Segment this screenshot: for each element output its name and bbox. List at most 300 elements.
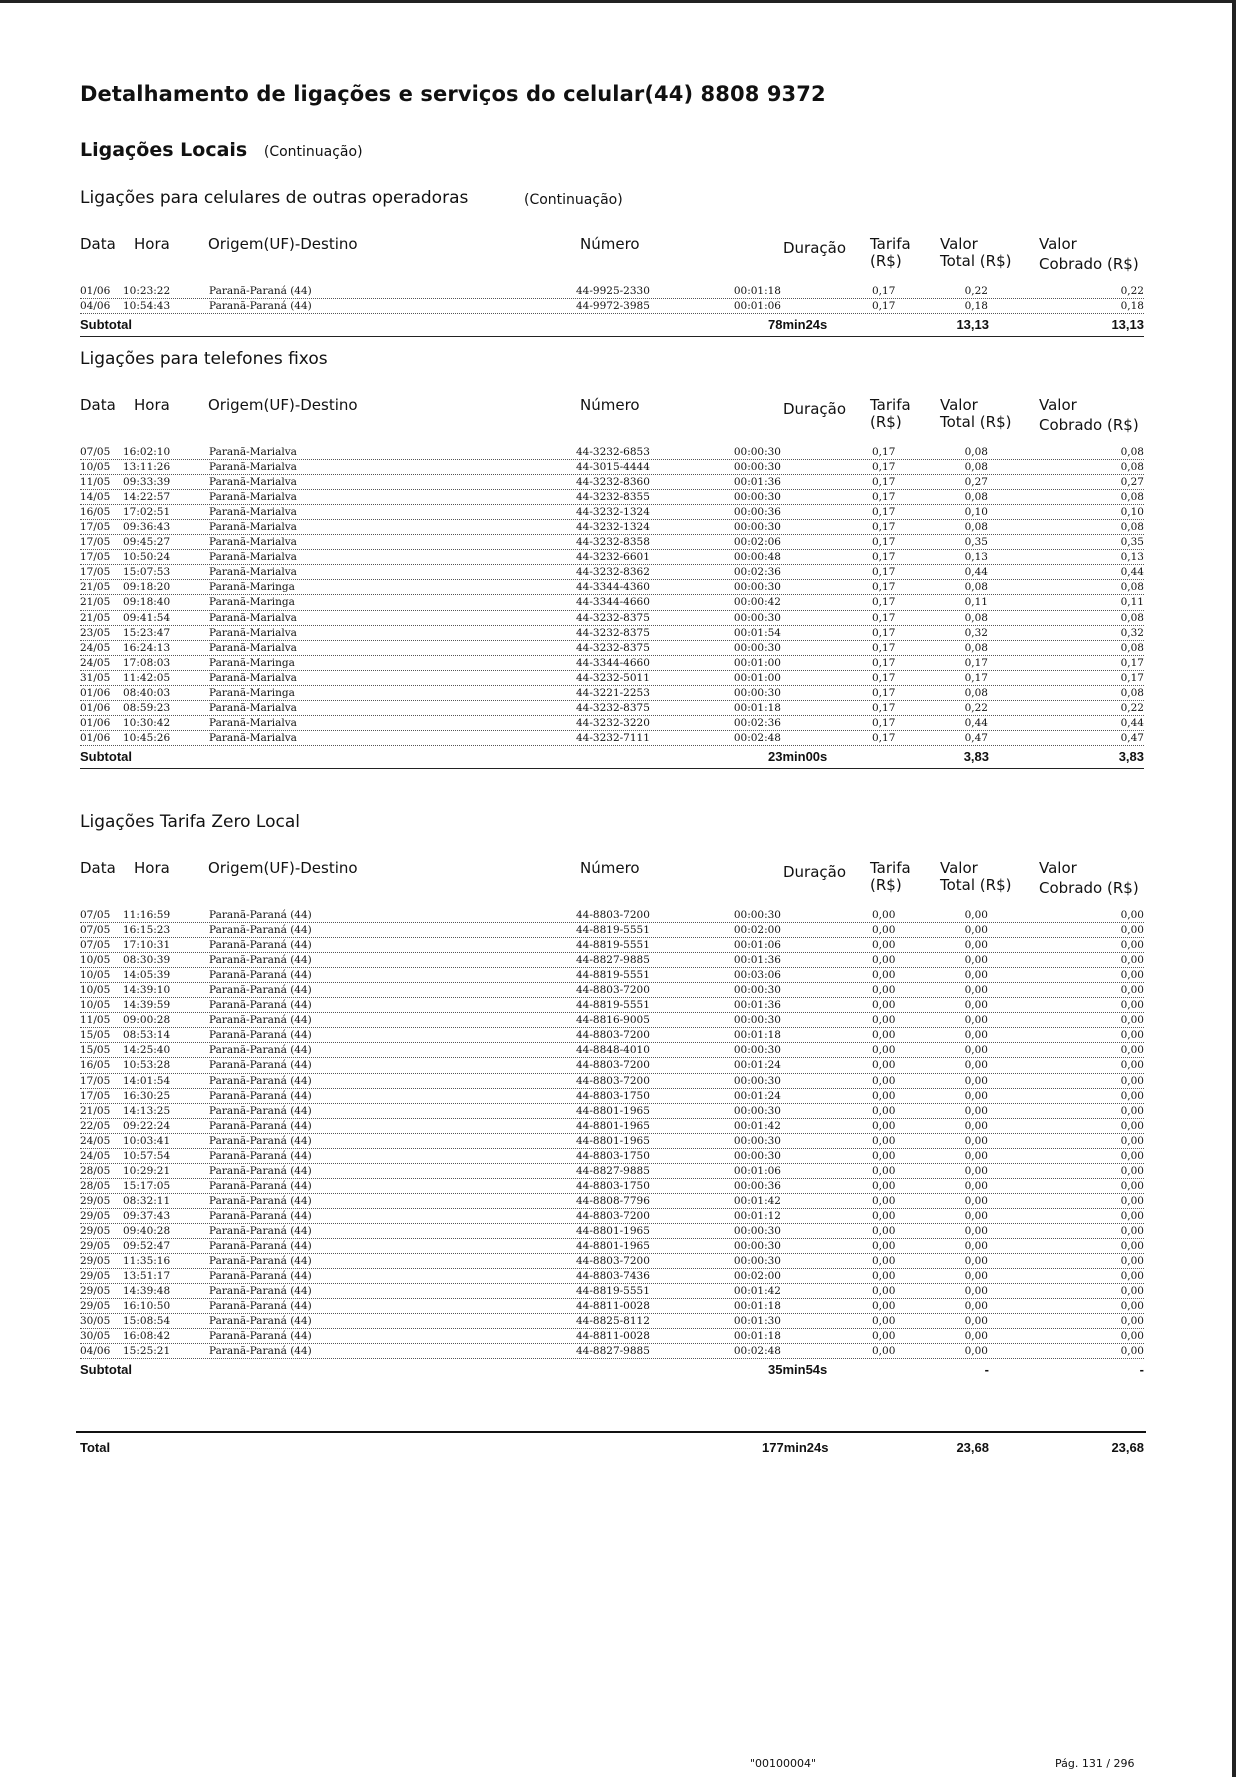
cell-valor-total: 0,00 — [964, 1285, 988, 1298]
cell-tarifa: 0,17 — [872, 566, 896, 579]
cell-duracao: 00:00:42 — [733, 596, 781, 609]
cell-valor-total: 0,00 — [964, 969, 988, 982]
cell-tarifa: 0,00 — [872, 1104, 896, 1117]
cell-tarifa: 0,00 — [872, 1300, 896, 1313]
cell-tarifa: 0,00 — [872, 1345, 896, 1358]
cell-valor-total: 0,08 — [964, 581, 988, 594]
header-valor-cobrado — [1039, 397, 1139, 434]
cell-origem: Paranã-Marialva — [209, 551, 297, 564]
cell-duracao: 00:01:36 — [733, 954, 781, 967]
cell-tarifa: 0,17 — [872, 285, 896, 297]
cell-tarifa: 0,00 — [872, 1270, 896, 1283]
header-tarifa-line1: Tarifa — [870, 235, 911, 253]
cell-numero: 44-3232-6601 — [576, 551, 650, 564]
cell-data: 10/05 — [80, 999, 111, 1012]
cell-hora: 10:54:43 — [123, 300, 171, 313]
cell-numero: 44-3232-8375 — [576, 611, 650, 624]
subtotal-rule — [80, 336, 1144, 337]
cell-duracao: 00:00:30 — [733, 686, 781, 699]
cell-numero: 44-3232-8362 — [576, 566, 650, 579]
cell-origem: Paranã-Paraná (44) — [209, 1330, 312, 1343]
cell-tarifa: 0,00 — [872, 1089, 896, 1102]
cell-data: 21/05 — [80, 611, 111, 624]
section-title-text: Ligações Locais — [80, 139, 248, 161]
footer-page-number: Pág. 131 / 296 — [1055, 1757, 1135, 1770]
cell-numero: 44-8801-1965 — [576, 1240, 650, 1253]
cell-duracao: 00:01:12 — [733, 1209, 781, 1222]
cell-tarifa: 0,17 — [872, 581, 896, 594]
cell-numero: 44-8819-5551 — [576, 969, 650, 982]
cell-valor-total: 0,00 — [964, 909, 988, 921]
cell-duracao: 00:00:30 — [733, 641, 781, 654]
table-body — [80, 284, 1144, 314]
cell-duracao: 00:02:06 — [733, 536, 781, 549]
table-row — [80, 284, 1144, 299]
cell-valor-total: 0,00 — [964, 1164, 988, 1177]
group-title-tarifa-zero: Ligações Tarifa Zero Local — [80, 812, 300, 832]
header-valor-total-line2: Total (R$) — [940, 413, 1012, 431]
cell-valor-cobrado: 0,00 — [1120, 1134, 1144, 1147]
header-data: Data — [80, 859, 116, 877]
cell-duracao: 00:01:00 — [733, 656, 781, 669]
table-row — [80, 701, 1144, 716]
cell-duracao: 00:00:30 — [733, 984, 781, 997]
cell-valor-cobrado: 0,08 — [1120, 491, 1144, 504]
table-row — [80, 1043, 1144, 1058]
cell-numero: 44-8803-7200 — [576, 1059, 650, 1072]
cell-numero: 44-3221-2253 — [576, 686, 650, 699]
cell-origem: Paranã-Paraná (44) — [209, 1029, 312, 1042]
cell-tarifa: 0,00 — [872, 954, 896, 967]
cell-hora: 13:11:26 — [123, 461, 171, 474]
cell-duracao: 00:00:30 — [733, 1255, 781, 1268]
cell-numero: 44-8801-1965 — [576, 1224, 650, 1237]
subtotal-duration: 78min24s — [768, 317, 828, 333]
header-numero: Número — [580, 235, 640, 253]
cell-duracao: 00:02:00 — [733, 1270, 781, 1283]
cell-tarifa: 0,00 — [872, 1149, 896, 1162]
cell-data: 23/05 — [80, 626, 111, 639]
cell-data: 29/05 — [80, 1300, 111, 1313]
cell-origem: Paranã-Marialva — [209, 731, 297, 744]
cell-numero: 44-8819-5551 — [576, 1285, 650, 1298]
cell-duracao: 00:00:30 — [733, 491, 781, 504]
cell-duracao: 00:01:00 — [733, 671, 781, 684]
table-row — [80, 565, 1144, 580]
header-hora: Hora — [134, 235, 170, 253]
cell-duracao: 00:01:42 — [733, 1285, 781, 1298]
cell-origem: Paranã-Paraná (44) — [209, 1059, 312, 1072]
cell-data: 10/05 — [80, 969, 111, 982]
cell-hora: 10:57:54 — [123, 1149, 171, 1162]
cell-valor-total: 0,00 — [964, 1315, 988, 1328]
cell-numero: 44-3232-8355 — [576, 491, 650, 504]
cell-valor-total: 0,00 — [964, 1300, 988, 1313]
cell-valor-cobrado: 0,17 — [1120, 671, 1144, 684]
cell-hora: 09:18:20 — [123, 581, 171, 594]
cell-data: 10/05 — [80, 984, 111, 997]
cell-data: 01/06 — [80, 716, 111, 729]
cell-hora: 08:53:14 — [123, 1029, 171, 1042]
cell-origem: Paranã-Paraná (44) — [209, 924, 312, 937]
cell-duracao: 00:01:18 — [733, 1300, 781, 1313]
table-header — [80, 397, 1144, 445]
subtotal-duration: 23min00s — [768, 748, 828, 764]
cell-valor-cobrado: 0,00 — [1120, 909, 1144, 921]
cell-origem: Paranã-Paraná (44) — [209, 969, 312, 982]
table-row — [80, 535, 1144, 550]
cell-hora: 16:10:50 — [123, 1300, 171, 1313]
cell-valor-total: 0,00 — [964, 1119, 988, 1132]
header-duracao: Duração — [783, 239, 847, 257]
cell-valor-total: 0,32 — [964, 626, 988, 639]
cell-origem: Paranã-Paraná (44) — [209, 954, 312, 967]
cell-origem: Paranã-Paraná (44) — [209, 300, 312, 313]
cell-numero: 44-3344-4360 — [576, 581, 650, 594]
cell-valor-cobrado: 0,08 — [1120, 686, 1144, 699]
header-valor-cobrado — [1039, 236, 1139, 273]
cell-valor-cobrado: 0,00 — [1120, 1089, 1144, 1102]
cell-tarifa: 0,00 — [872, 1315, 896, 1328]
cell-origem: Paranã-Paraná (44) — [209, 1179, 312, 1192]
cell-numero: 44-3344-4660 — [576, 596, 650, 609]
cell-duracao: 00:00:30 — [733, 446, 781, 458]
cell-numero: 44-8801-1965 — [576, 1134, 650, 1147]
cell-data: 10/05 — [80, 461, 111, 474]
cell-data: 29/05 — [80, 1285, 111, 1298]
cell-valor-total: 0,00 — [964, 1345, 988, 1358]
section-continuation: (Continuação) — [263, 144, 363, 160]
cell-data: 22/05 — [80, 1119, 111, 1132]
cell-tarifa: 0,00 — [872, 1029, 896, 1042]
cell-hora: 10:03:41 — [123, 1134, 171, 1147]
header-valor-total-line1: Valor — [940, 235, 978, 253]
cell-hora: 17:08:03 — [123, 656, 171, 669]
cell-hora: 14:39:59 — [123, 999, 171, 1012]
cell-valor-cobrado: 0,00 — [1120, 1194, 1144, 1207]
total-rule — [76, 1431, 1146, 1433]
cell-valor-cobrado: 0,00 — [1120, 1270, 1144, 1283]
table-row — [80, 299, 1144, 314]
cell-duracao: 00:01:24 — [733, 1089, 781, 1102]
table-row — [80, 716, 1144, 731]
header-origem: Origem(UF)-Destino — [208, 235, 358, 253]
cell-valor-total: 0,00 — [964, 1089, 988, 1102]
cell-data: 17/05 — [80, 1074, 111, 1087]
header-tarifa-line2: (R$) — [870, 413, 902, 431]
cell-data: 01/06 — [80, 701, 111, 714]
cell-tarifa: 0,17 — [872, 731, 896, 744]
cell-numero: 44-3232-1324 — [576, 521, 650, 534]
cell-origem: Paranã-Paraná (44) — [209, 1164, 312, 1177]
cell-hora: 16:15:23 — [123, 924, 171, 937]
cell-valor-total: 0,22 — [964, 285, 988, 297]
cell-numero: 44-3232-5011 — [576, 671, 650, 684]
cell-numero: 44-3232-3220 — [576, 716, 650, 729]
cell-numero: 44-3232-8358 — [576, 536, 650, 549]
cell-numero: 44-8803-1750 — [576, 1179, 650, 1192]
cell-origem: Paranã-Paraná (44) — [209, 1209, 312, 1222]
cell-valor-cobrado: 0,00 — [1120, 1044, 1144, 1057]
cell-data: 04/06 — [80, 1345, 111, 1358]
cell-tarifa: 0,17 — [872, 506, 896, 519]
subtotal-valor-cobrado: 13,13 — [1111, 317, 1144, 333]
page-border-right — [1232, 0, 1236, 1777]
cell-origem: Paranã-Marialva — [209, 641, 297, 654]
cell-tarifa: 0,17 — [872, 656, 896, 669]
cell-tarifa: 0,00 — [872, 1209, 896, 1222]
cell-data: 17/05 — [80, 521, 111, 534]
cell-tarifa: 0,17 — [872, 300, 896, 313]
cell-origem: Paranã-Paraná (44) — [209, 999, 312, 1012]
cell-valor-cobrado: 0,00 — [1120, 1164, 1144, 1177]
cell-hora: 14:05:39 — [123, 969, 171, 982]
cell-valor-total: 0,17 — [964, 656, 988, 669]
cell-hora: 09:22:24 — [123, 1119, 171, 1132]
cell-duracao: 00:02:48 — [733, 731, 781, 744]
section-title — [80, 139, 363, 161]
cell-hora: 08:40:03 — [123, 686, 171, 699]
cell-data: 01/06 — [80, 686, 111, 699]
cell-hora: 09:18:40 — [123, 596, 171, 609]
cell-numero: 44-8803-1750 — [576, 1149, 650, 1162]
cell-origem: Paranã-Paraná (44) — [209, 1104, 312, 1117]
table-row — [80, 938, 1144, 953]
cell-valor-cobrado: 0,00 — [1120, 1059, 1144, 1072]
cell-valor-cobrado: 0,00 — [1120, 1300, 1144, 1313]
header-valor-total — [940, 236, 1011, 270]
cell-data: 24/05 — [80, 656, 111, 669]
table-row — [80, 968, 1144, 983]
cell-duracao: 00:00:30 — [733, 1134, 781, 1147]
cell-data: 01/06 — [80, 285, 111, 297]
cell-data: 21/05 — [80, 1104, 111, 1117]
cell-numero: 44-8848-4010 — [576, 1044, 650, 1057]
cell-hora: 09:00:28 — [123, 1014, 171, 1027]
cell-data: 07/05 — [80, 939, 111, 952]
cell-data: 14/05 — [80, 491, 111, 504]
cell-numero: 44-8803-7200 — [576, 1255, 650, 1268]
cell-valor-total: 0,08 — [964, 686, 988, 699]
cell-data: 30/05 — [80, 1315, 111, 1328]
cell-valor-total: 0,44 — [964, 566, 988, 579]
cell-duracao: 00:00:48 — [733, 551, 781, 564]
header-data: Data — [80, 235, 116, 253]
cell-duracao: 00:00:30 — [733, 909, 781, 921]
cell-hora: 14:39:48 — [123, 1285, 171, 1298]
cell-valor-cobrado: 0,44 — [1120, 566, 1144, 579]
cell-valor-total: 0,35 — [964, 536, 988, 549]
table-row — [80, 1089, 1144, 1104]
table-row — [80, 923, 1144, 938]
cell-valor-cobrado: 0,00 — [1120, 999, 1144, 1012]
subtotal-row — [80, 314, 1144, 336]
cell-valor-cobrado: 0,00 — [1120, 1179, 1144, 1192]
cell-duracao: 00:00:30 — [733, 461, 781, 474]
cell-tarifa: 0,17 — [872, 551, 896, 564]
cell-data: 10/05 — [80, 954, 111, 967]
subtotal-row — [80, 1359, 1144, 1381]
cell-data: 15/05 — [80, 1044, 111, 1057]
cell-data: 24/05 — [80, 1149, 111, 1162]
cell-valor-total: 0,17 — [964, 671, 988, 684]
header-tarifa — [870, 860, 911, 894]
table-row — [80, 611, 1144, 626]
cell-data: 07/05 — [80, 909, 111, 921]
table-header — [80, 860, 1144, 908]
header-valor-total-line2: Total (R$) — [940, 252, 1012, 270]
cell-valor-total: 0,00 — [964, 1179, 988, 1192]
cell-valor-cobrado: 0,00 — [1120, 1074, 1144, 1087]
table-row — [80, 641, 1144, 656]
cell-hora: 16:02:10 — [123, 446, 171, 458]
cell-origem: Paranã-Paraná (44) — [209, 1014, 312, 1027]
table-row — [80, 1149, 1144, 1164]
cell-data: 17/05 — [80, 536, 111, 549]
cell-numero: 44-8811-0028 — [576, 1330, 650, 1343]
total-label: Total — [80, 1440, 111, 1455]
header-valor-total — [940, 397, 1011, 431]
cell-duracao: 00:01:42 — [733, 1119, 781, 1132]
table-row — [80, 1209, 1144, 1224]
cell-tarifa: 0,00 — [872, 939, 896, 952]
cell-valor-total: 0,00 — [964, 1074, 988, 1087]
cell-duracao: 00:02:36 — [733, 716, 781, 729]
cell-numero: 44-3232-6853 — [576, 446, 650, 458]
cell-origem: Paranã-Paraná (44) — [209, 1255, 312, 1268]
table-fixos — [80, 397, 1144, 769]
cell-data: 11/05 — [80, 1014, 111, 1027]
cell-valor-cobrado: 0,11 — [1120, 596, 1144, 609]
header-tarifa-line1: Tarifa — [870, 396, 911, 414]
cell-valor-total: 0,00 — [964, 1209, 988, 1222]
subtotal-rule — [80, 768, 1144, 769]
table-row — [80, 983, 1144, 998]
cell-valor-cobrado: 0,10 — [1120, 506, 1144, 519]
cell-duracao: 00:01:18 — [733, 1330, 781, 1343]
page-title: Detalhamento de ligações e serviços do celular(44) 8808 9372 — [80, 82, 826, 106]
table-row — [80, 1179, 1144, 1194]
group-continuation-celulares: (Continuação) — [524, 192, 623, 208]
total-row — [80, 1437, 1144, 1459]
cell-tarifa: 0,17 — [872, 611, 896, 624]
cell-tarifa: 0,17 — [872, 701, 896, 714]
cell-tarifa: 0,00 — [872, 1164, 896, 1177]
cell-origem: Paranã-Paraná (44) — [209, 1240, 312, 1253]
cell-tarifa: 0,17 — [872, 491, 896, 504]
cell-hora: 09:40:28 — [123, 1224, 171, 1237]
cell-origem: Paranã-Paraná (44) — [209, 1224, 312, 1237]
table-row — [80, 1344, 1144, 1359]
cell-valor-total: 0,00 — [964, 1134, 988, 1147]
group-title-celulares: Ligações para celulares de outras operadoras — [80, 188, 469, 208]
table-row — [80, 1028, 1144, 1043]
cell-numero: 44-8803-7200 — [576, 1209, 650, 1222]
cell-hora: 08:30:39 — [123, 954, 171, 967]
subtotal-valor-total: - — [984, 1362, 989, 1378]
cell-tarifa: 0,17 — [872, 596, 896, 609]
total-valor-total: 23,68 — [956, 1440, 989, 1455]
cell-valor-total: 0,00 — [964, 1330, 988, 1343]
cell-valor-total: 0,00 — [964, 1044, 988, 1057]
cell-numero: 44-3232-8375 — [576, 641, 650, 654]
table-row — [80, 626, 1144, 641]
cell-valor-cobrado: 0,00 — [1120, 1315, 1144, 1328]
cell-numero: 44-8819-5551 — [576, 999, 650, 1012]
cell-numero: 44-8819-5551 — [576, 939, 650, 952]
cell-numero: 44-9925-2330 — [576, 285, 650, 297]
cell-hora: 14:25:40 — [123, 1044, 171, 1057]
cell-duracao: 00:03:06 — [733, 969, 781, 982]
cell-tarifa: 0,00 — [872, 1224, 896, 1237]
header-origem: Origem(UF)-Destino — [208, 396, 358, 414]
header-valor-cobrado-line1: Valor — [1039, 235, 1077, 253]
table-row — [80, 550, 1144, 565]
table-row — [80, 445, 1144, 460]
subtotal-valor-cobrado: 3,83 — [1118, 748, 1144, 764]
cell-data: 07/05 — [80, 924, 111, 937]
cell-numero: 44-3232-8360 — [576, 476, 650, 489]
cell-hora: 17:02:51 — [123, 506, 171, 519]
cell-origem: Paranã-Marialva — [209, 521, 297, 534]
cell-data: 29/05 — [80, 1270, 111, 1283]
cell-origem: Paranã-Marialva — [209, 716, 297, 729]
cell-valor-cobrado: 0,22 — [1120, 285, 1144, 297]
cell-hora: 14:01:54 — [123, 1074, 171, 1087]
cell-numero: 44-8827-9885 — [576, 1345, 650, 1358]
cell-tarifa: 0,00 — [872, 1240, 896, 1253]
cell-data: 21/05 — [80, 596, 111, 609]
cell-hora: 15:25:21 — [123, 1345, 171, 1358]
cell-tarifa: 0,17 — [872, 476, 896, 489]
cell-data: 15/05 — [80, 1029, 111, 1042]
cell-hora: 15:23:47 — [123, 626, 171, 639]
cell-numero: 44-3015-4444 — [576, 461, 650, 474]
total-valor-cobrado: 23,68 — [1111, 1440, 1144, 1455]
cell-valor-total: 0,47 — [964, 731, 988, 744]
table-row — [80, 1134, 1144, 1149]
cell-tarifa: 0,17 — [872, 521, 896, 534]
cell-numero: 44-8803-7200 — [576, 984, 650, 997]
cell-duracao: 00:01:24 — [733, 1059, 781, 1072]
cell-valor-cobrado: 0,00 — [1120, 924, 1144, 937]
cell-origem: Paranã-Paraná (44) — [209, 1315, 312, 1328]
cell-origem: Paranã-Marialva — [209, 476, 297, 489]
cell-origem: Paranã-Marialva — [209, 506, 297, 519]
cell-origem: Paranã-Maringa — [209, 596, 295, 609]
cell-hora: 11:35:16 — [123, 1255, 171, 1268]
cell-valor-total: 0,00 — [964, 1014, 988, 1027]
table-row — [80, 1254, 1144, 1269]
cell-valor-total: 0,44 — [964, 716, 988, 729]
cell-hora: 09:41:54 — [123, 611, 171, 624]
cell-tarifa: 0,17 — [872, 536, 896, 549]
cell-tarifa: 0,00 — [872, 924, 896, 937]
cell-valor-cobrado: 0,13 — [1120, 551, 1144, 564]
table-row — [80, 1329, 1144, 1344]
cell-data: 29/05 — [80, 1224, 111, 1237]
table-row — [80, 908, 1144, 923]
cell-data: 28/05 — [80, 1164, 111, 1177]
table-row — [80, 656, 1144, 671]
table-row — [80, 1194, 1144, 1209]
cell-valor-total: 0,08 — [964, 641, 988, 654]
cell-duracao: 00:01:06 — [733, 1164, 781, 1177]
cell-valor-total: 0,08 — [964, 491, 988, 504]
header-numero: Número — [580, 396, 640, 414]
cell-valor-cobrado: 0,00 — [1120, 1224, 1144, 1237]
cell-numero: 44-8827-9885 — [576, 1164, 650, 1177]
